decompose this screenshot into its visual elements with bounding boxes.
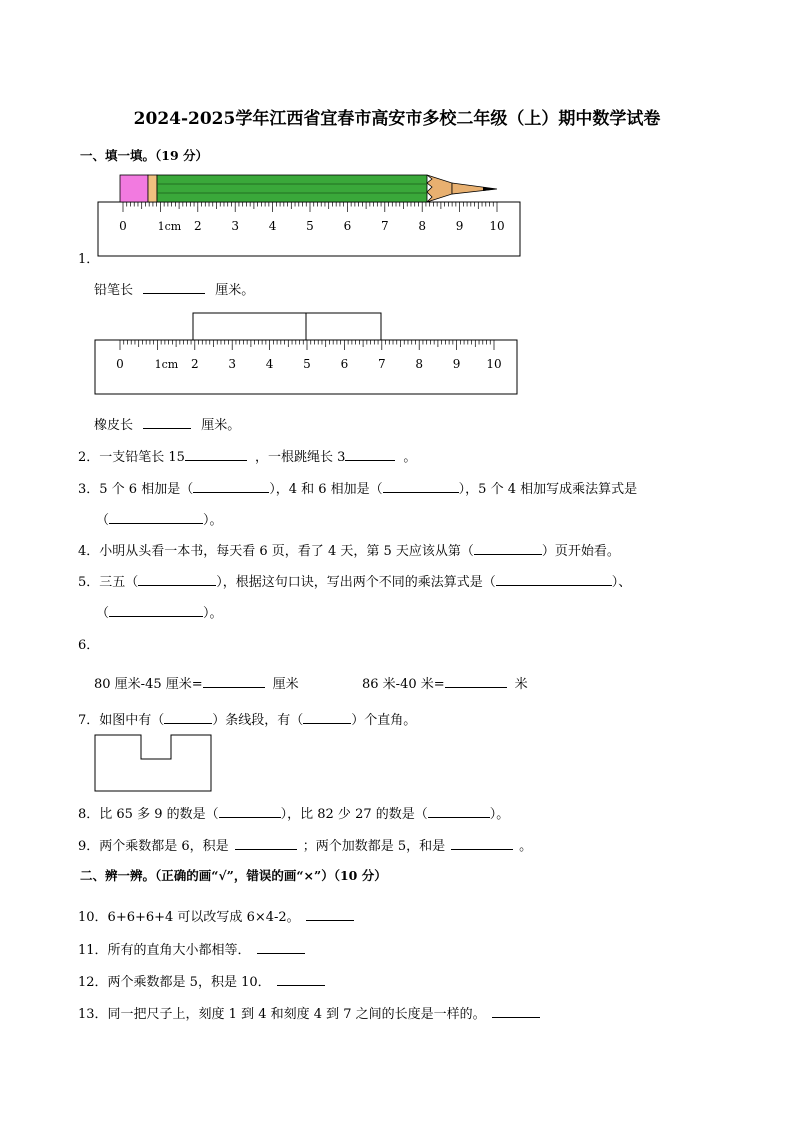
answer-blank[interactable] [143, 281, 205, 294]
section-1-heading: 一、填一填。（19 分） [80, 148, 208, 163]
ruler-label: 9 [452, 357, 461, 371]
ruler-label: 1cm [154, 358, 179, 371]
question-6-number: 6． [78, 638, 100, 653]
pencil [120, 175, 497, 202]
page-title: 2024-2025学年江西省宜春市高安市多校二年级（上）期中数学试卷 [133, 109, 661, 129]
ruler-label: 3 [231, 219, 240, 233]
answer-blank[interactable] [109, 604, 203, 617]
question-5-cont: （ ）。 [96, 606, 223, 621]
pencil-body [157, 175, 427, 202]
eraser [193, 313, 381, 340]
answer-blank[interactable] [143, 416, 191, 429]
question-13: 13．同一把尺子上，刻度 1 到 4 和刻度 4 到 7 之间的长度是一样的。 [78, 1003, 540, 1022]
question-10: 10．6+6+6+4 可以改写成 6×4-2。 [78, 906, 354, 925]
answer-blank[interactable] [277, 973, 325, 986]
ruler-label: 7 [377, 357, 386, 371]
ruler-label: 8 [418, 219, 427, 233]
ruler-label: 3 [228, 357, 237, 371]
answer-blank[interactable] [203, 675, 265, 688]
q1-number: 1． [78, 252, 100, 267]
answer-blank[interactable] [306, 908, 354, 921]
question-6-part-a: 80 厘米-45 厘米= 厘米 [94, 677, 299, 692]
ruler-label: 5 [303, 357, 311, 371]
answer-blank[interactable] [138, 573, 216, 586]
answer-blank[interactable] [303, 711, 351, 724]
question-3-cont: （ ）。 [96, 513, 223, 528]
ruler-label: 2 [193, 219, 202, 233]
pencil-band [148, 175, 157, 202]
question-11: 11．所有的直角大小都相等． [78, 939, 305, 958]
ruler-label: 8 [415, 357, 424, 371]
answer-blank[interactable] [345, 448, 395, 461]
answer-blank[interactable] [235, 837, 297, 850]
answer-blank[interactable] [496, 573, 612, 586]
ruler-label: 4 [265, 357, 274, 371]
question-8: 8．比 65 多 9 的数是（ ），比 82 少 27 的数是（ ）。 [78, 807, 510, 822]
q1-eraser-line: 橡皮长 厘米。 [94, 418, 241, 433]
pencil-tip [483, 187, 497, 191]
question-6-part-b: 86 米-40 米= 米 [362, 677, 528, 692]
q1-pencil-line: 铅笔长 厘米。 [94, 283, 255, 298]
answer-blank[interactable] [164, 711, 212, 724]
ruler-label: 10 [486, 357, 502, 371]
ruler-label: 6 [340, 357, 349, 371]
question-5: 5．三五（ ），根据这句口诀，写出两个不同的乘法算式是（ ）、 [78, 575, 632, 590]
answer-blank[interactable] [219, 805, 281, 818]
answer-blank[interactable] [185, 448, 247, 461]
question-4: 4．小明从头看一本书，每天看 6 页，看了 4 天，第 5 天应该从第（ ）页开始看。 [78, 544, 620, 559]
ruler-label: 2 [190, 357, 199, 371]
pencil-ruler-figure [95, 172, 525, 258]
question-3: 3．5 个 6 相加是（ ），4 和 6 相加是（ ），5 个 4 相加写成乘法算式是 [78, 482, 638, 497]
ruler-label: 0 [116, 357, 124, 371]
answer-blank[interactable] [383, 480, 459, 493]
ruler-label: 4 [268, 219, 277, 233]
answer-blank[interactable] [428, 805, 490, 818]
answer-blank[interactable] [109, 511, 203, 524]
ruler-1 [98, 202, 520, 256]
ruler-label: 1cm [157, 220, 182, 233]
ruler-label: 6 [343, 219, 352, 233]
ruler-label: 10 [489, 219, 505, 233]
answer-blank[interactable] [257, 941, 305, 954]
question-2: 2．一支铅笔长 15 ，一根跳绳长 3 。 [78, 450, 417, 465]
pencil-eraser [120, 175, 148, 202]
answer-blank[interactable] [193, 480, 269, 493]
question-7: 7．如图中有（ ）条线段，有（ ）个直角。 [78, 713, 417, 728]
ruler-label: 7 [380, 219, 389, 233]
pencil-wood [427, 175, 452, 202]
ruler-label: 0 [119, 219, 127, 233]
answer-blank[interactable] [474, 542, 542, 555]
question-9: 9．两个乘数都是 6，积是 ；两个加数都是 5，和是 。 [78, 839, 533, 854]
answer-blank[interactable] [445, 675, 507, 688]
eraser-ruler-figure [92, 310, 522, 398]
answer-blank[interactable] [451, 837, 513, 850]
question-12: 12．两个乘数都是 5，积是 10． [78, 971, 325, 990]
ruler-label: 9 [455, 219, 464, 233]
notched-shape-figure [93, 733, 215, 795]
ruler-label: 5 [306, 219, 314, 233]
answer-blank[interactable] [492, 1005, 540, 1018]
ruler-2 [95, 340, 517, 394]
section-2-heading: 二、辨一辨。（正确的画“√”，错误的画“×”）（10 分） [80, 868, 387, 883]
